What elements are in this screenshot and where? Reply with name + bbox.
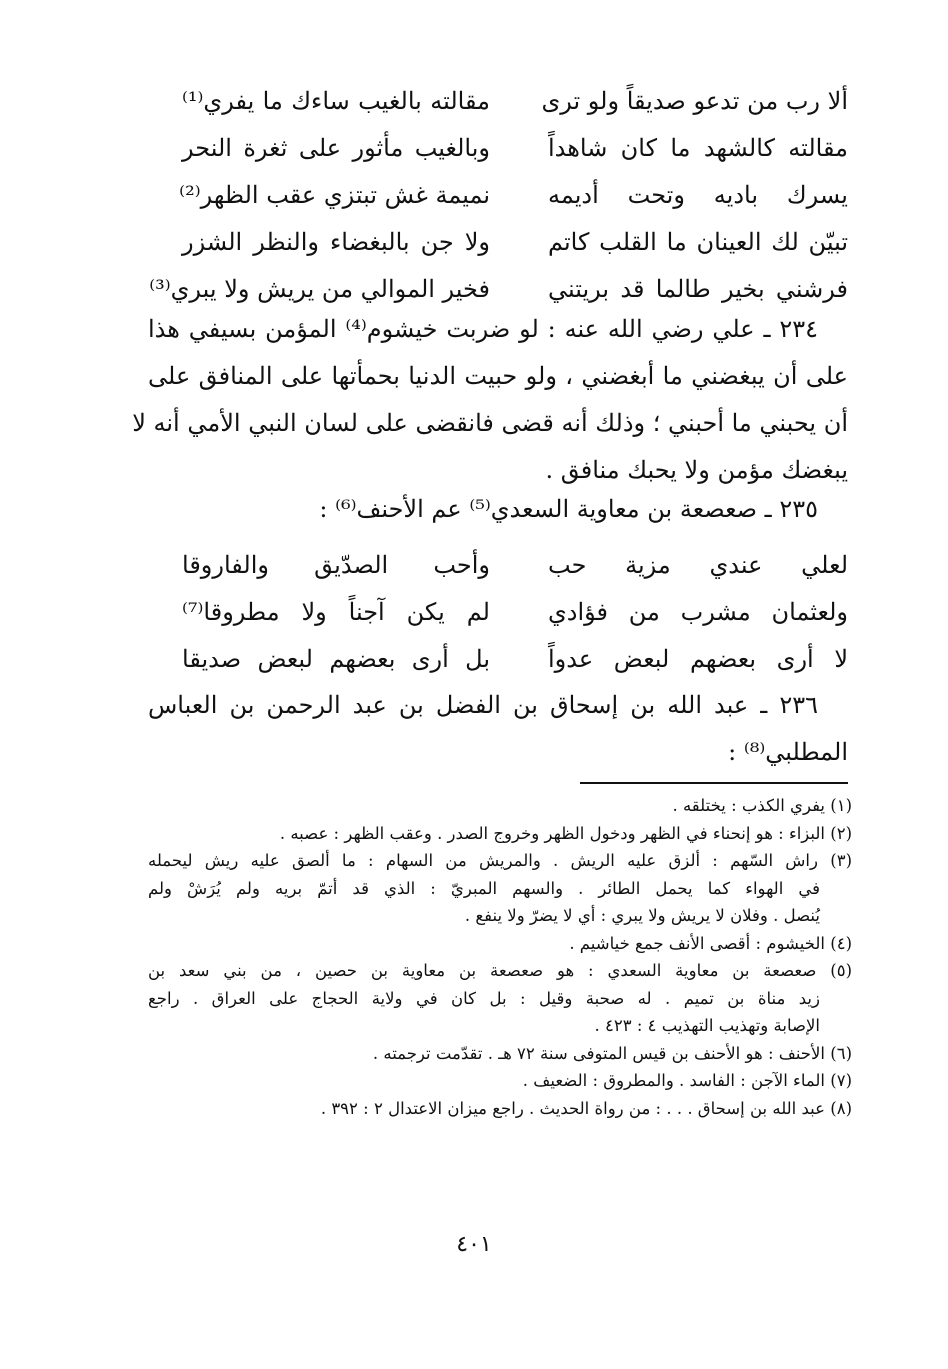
paragraph-line: يبغضك مؤمن ولا يحبك منافق .: [545, 456, 848, 484]
paragraph-235: [148, 486, 848, 533]
paragraph-line: على أن يبغضني ما أبغضني ، ولو حبيت الدنيا بحمأتها على المنافق على: [148, 362, 848, 390]
footnote-line: (٨) عبد الله بن إسحاق . . . : من رواة الحديث . راجع ميزان الاعتدال ٢ : ٣٩٢ .: [320, 1098, 852, 1118]
paragraph-line: ٢٣٦ ـ عبد الله بن إسحاق بن الفضل بن عبد الرحمن بن العباس: [148, 691, 818, 719]
paragraph-line: ٢٣٥ ـ صعصعة بن معاوية السعدي⁽⁵⁾ عم الأحنف⁽⁶⁾ :: [319, 495, 818, 523]
verse-line: [148, 542, 848, 589]
footnote-4: [148, 930, 852, 958]
paragraph-line: ٢٣٤ ـ علي رضي الله عنه : لو ضربت خيشوم⁽⁴⁾ المؤمن بسيفي هذا: [148, 315, 818, 343]
footnote-5: [148, 957, 852, 1040]
paragraph-236: [148, 682, 848, 776]
verse-first-hemistich: يسرك باديه وتحت أديمه: [548, 181, 848, 209]
footnote-line: (٣) راش السّهم : ألزق عليه الريش . والمريش من السهام : ما ألصق عليه ريش ليحمله: [148, 851, 852, 870]
verse-first-hemistich: فرشني بخير طالما قد بريتني: [548, 275, 848, 303]
footnote-line: يُنصل . وفلان لا يريش ولا يبري : أي لا يضرّ ولا ينفع .: [464, 906, 820, 925]
verse-line: [148, 589, 848, 636]
poem-2: [148, 542, 848, 683]
footnote-line: (٧) الماء الآجن : الفاسد . والمطروق : الضعيف .: [522, 1071, 852, 1090]
paragraph-234: [132, 306, 848, 494]
footnote-7: [148, 1067, 852, 1095]
footnote-8: [148, 1095, 852, 1123]
verse-second-hemistich: وأحب الصدّيق والفاروقا: [182, 551, 490, 579]
verse-second-hemistich: ولا جن بالبغضاء والنظر الشزر: [182, 228, 490, 256]
verse-line: [148, 78, 848, 125]
verse-line: [148, 172, 848, 219]
footnote-line: زيد مناة بن تميم . له صحبة وقيل : بل كان في ولاية الحجاج على العراق . راجع: [148, 988, 820, 1008]
footnote-line: (٥) صعصعة بن معاوية السعدي : هو صعصعة بن معاوية بن حصين ، من بني سعد بن: [148, 961, 852, 980]
verse-first-hemistich: مقالته كالشهد ما كان شاهداً: [548, 134, 848, 162]
footnote-line: (٤) الخيشوم : أقصى الأنف جمع خياشيم .: [569, 933, 852, 953]
verse-first-hemistich: لعلي عندي مزية حب: [548, 551, 848, 579]
verse-first-hemistich: ولعثمان مشرب من فؤادي: [548, 598, 848, 626]
verse-line: [148, 636, 848, 683]
footnotes: [148, 792, 852, 1122]
verse-second-hemistich: بل أرى بعضهم لبعض صديقا: [182, 645, 490, 673]
footnote-6: [148, 1040, 852, 1068]
footnote-line: (٦) الأحنف : هو الأحنف بن قيس المتوفى سنة ٧٢ هـ . تقدّمت ترجمته .: [372, 1043, 852, 1063]
verse-first-hemistich: ألا رب من تدعو صديقاً ولو ترى: [541, 87, 848, 115]
footnote-line: (١) يفري الكذب : يختلقه .: [672, 796, 852, 815]
verse-first-hemistich: لا أرى بعضهم لبعض عدواً: [548, 645, 848, 673]
paragraph-line: المطلبي⁽⁸⁾ :: [728, 738, 848, 766]
poem-1: [148, 78, 848, 313]
page-number: ٤٠١: [456, 1232, 492, 1257]
verse-first-hemistich: تبيّن لك العينان ما القلب كاتم: [548, 228, 848, 256]
footnote-1: [148, 792, 852, 820]
footnote-3: [148, 847, 852, 930]
footnote-2: [148, 820, 852, 848]
footnote-line: (٢) البزاء : هو إنحناء في الظهر ودخول الظهر وخروج الصدر . وعقب الظهر : عصبه .: [279, 823, 852, 843]
verse-second-hemistich: مقالته بالغيب ساءك ما يفري⁽¹⁾: [182, 87, 490, 115]
verse-second-hemistich: وبالغيب مأثور على ثغرة النحر: [182, 134, 490, 162]
footnote-line: في الهواء كما يحمل الطائر . والسهم المبريّ : الذي قد أتمّ بريه ولم يُرَشْ ولم: [148, 878, 820, 898]
footnote-line: الإصابة وتهذيب التهذيب ٤ : ٤٢٣ .: [594, 1016, 820, 1035]
verse-second-hemistich: نميمة غش تبتزي عقب الظهر⁽²⁾: [179, 181, 490, 209]
verse-line: [148, 219, 848, 266]
verse-line: [148, 125, 848, 172]
footnote-separator: [580, 782, 848, 784]
paragraph-line: أن يحبني ما أحبني ؛ وذلك أنه قضى فانقضى على لسان النبي الأمي أنه لا: [132, 409, 848, 437]
verse-second-hemistich: فخير الموالي من يريش ولا يبري⁽³⁾: [149, 275, 490, 303]
verse-second-hemistich: لم يكن آجناً ولا مطروقا⁽⁷⁾: [182, 598, 490, 626]
